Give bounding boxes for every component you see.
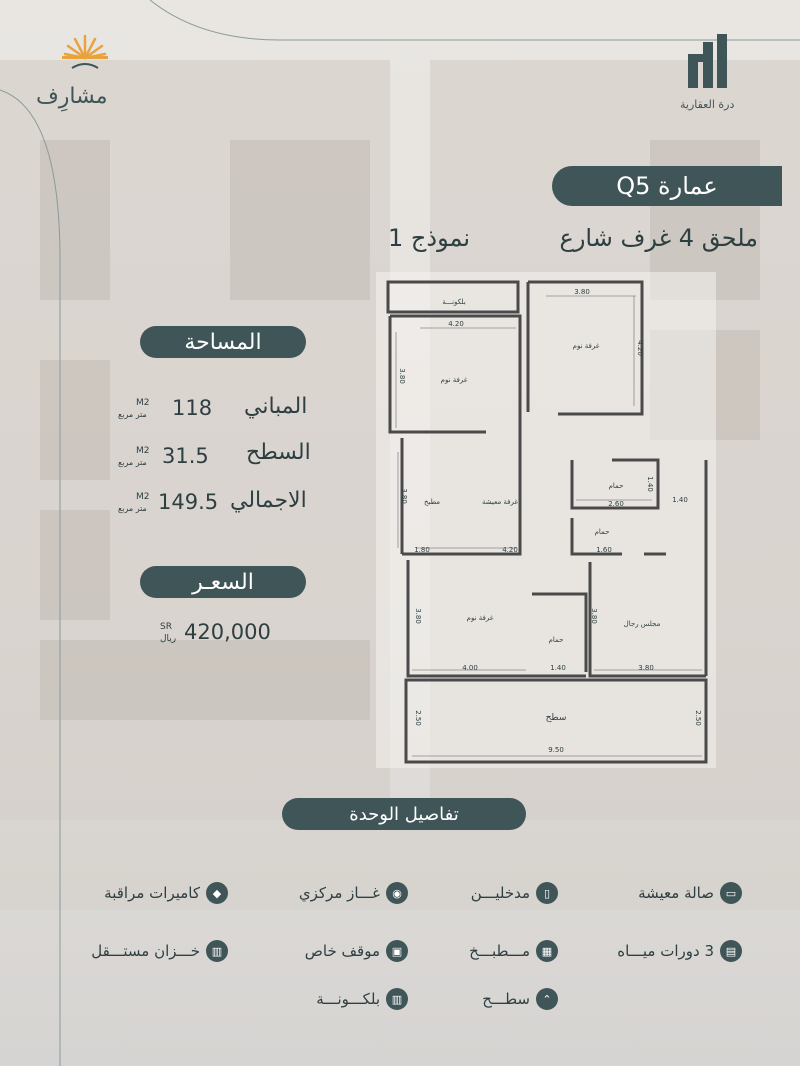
brand-left-name: مشارِف [36,84,108,109]
plan-dim: 4.20 [502,546,518,554]
feature-item [91,940,228,962]
plan-dim: 3.80 [590,608,598,624]
feature-label: مـــطبـــخ [469,942,530,960]
price-currency-ar: ريال [160,634,177,644]
details-title: تفاصيل الوحدة [349,803,459,825]
area-unit-ar: متر مربع [118,410,147,419]
plan-dim: 2.60 [608,500,624,508]
door-icon: ▯ [536,882,558,904]
feature-label: مدخليـــن [470,884,530,902]
feature-label: بلكـــونـــة [316,990,380,1008]
tank-icon: ▥ [206,940,228,962]
plan-label-bedroom: غرفة نوم [572,342,600,350]
brand-right-name: درة العقارية [680,98,735,111]
plan-label-majlis: مجلس رجال [623,620,661,628]
model-label: نموذج 1 [388,224,471,252]
plan-dim: 4.00 [462,664,478,672]
feature-label: موقف خاص [304,942,380,960]
feature-label: 3 دورات ميـــاه [617,942,714,960]
plan-dim: 9.50 [548,746,564,754]
feature-label: صالة معيشة [638,884,714,902]
plan-dim: 1.80 [414,546,430,554]
plan-label-bedroom: غرفة نوم [440,376,468,384]
plan-label-roof: سطح [545,713,567,723]
plan-dim: 1.40 [550,664,566,672]
feature-item [469,940,558,962]
roof-icon: ⌃ [536,988,558,1010]
details-title-pill [282,798,526,830]
sun-logo-icon [62,32,108,72]
durrah-logo-icon [686,32,730,90]
feature-item [305,940,408,962]
price-title-pill [140,566,306,598]
area-unit: M2 [136,492,150,502]
price-title: السعـر [192,569,254,595]
area-value: 118 [172,396,213,420]
feature-item [471,882,558,904]
plan-dim: 3.80 [400,488,408,504]
plan-dim: 1.40 [646,476,654,492]
building-title-pill [552,166,782,206]
plan-dim: 3.80 [398,368,406,384]
area-label: المباني [244,394,308,419]
area-value: 149.5 [158,490,219,514]
area-label: الاجمالي [230,488,307,513]
plan-dim: 3.80 [414,608,422,624]
balcony-icon: ▥ [386,988,408,1010]
feature-label: خـــزان مستـــقل [91,942,200,960]
price-currency: SR [160,622,172,632]
feature-item [299,882,408,904]
plan-label-bath: حمام [548,636,564,644]
plan-dim: 1.60 [596,546,612,554]
area-unit-ar: متر مربع [118,458,147,467]
plan-label-bath: حمام [608,482,624,490]
gas-icon: ◉ [386,882,408,904]
feature-item [617,940,742,962]
plan-dim: 3.80 [574,288,590,296]
building-title: عمارة Q5 [616,172,718,200]
area-unit: M2 [136,446,150,456]
plan-dim: 3.80 [638,664,654,672]
feature-item [638,882,742,904]
plan-label-kitchen: مطبخ [423,498,441,506]
feature-item [482,988,558,1010]
plan-dim: 4.20 [636,340,644,356]
area-unit-ar: متر مربع [118,504,147,513]
plan-label-balcony: بلكونـــة [442,298,466,306]
price-value: 420,000 [184,620,271,644]
bath-icon: ▤ [720,940,742,962]
area-label: السطح [246,440,311,465]
feature-label: سطـــح [482,990,530,1008]
parking-icon: ▣ [386,940,408,962]
plan-label-bedroom: غرفة نوم [466,614,494,622]
feature-item [316,988,408,1010]
area-unit: M2 [136,398,150,408]
area-title-pill [140,326,306,358]
plan-dim: 2.50 [414,710,422,726]
kitchen-icon: ▦ [536,940,558,962]
unit-subtitle: ملحق 4 غرف شارع [559,224,758,252]
camera-icon: ◆ [206,882,228,904]
feature-label: غـــاز مركزي [298,884,380,902]
area-title: المساحة [184,329,262,355]
plan-dim: 2.50 [694,710,702,726]
area-value: 31.5 [162,444,209,468]
feature-item [104,882,228,904]
floor-plan [376,272,716,768]
plan-label-bath: حمام [594,528,610,536]
plan-dim: 4.20 [448,320,464,328]
sofa-icon: ▭ [720,882,742,904]
feature-label: كاميرات مراقبة [104,884,200,902]
plan-label-living: غرفة معيشة [481,498,519,506]
plan-dim: 1.40 [672,496,688,504]
